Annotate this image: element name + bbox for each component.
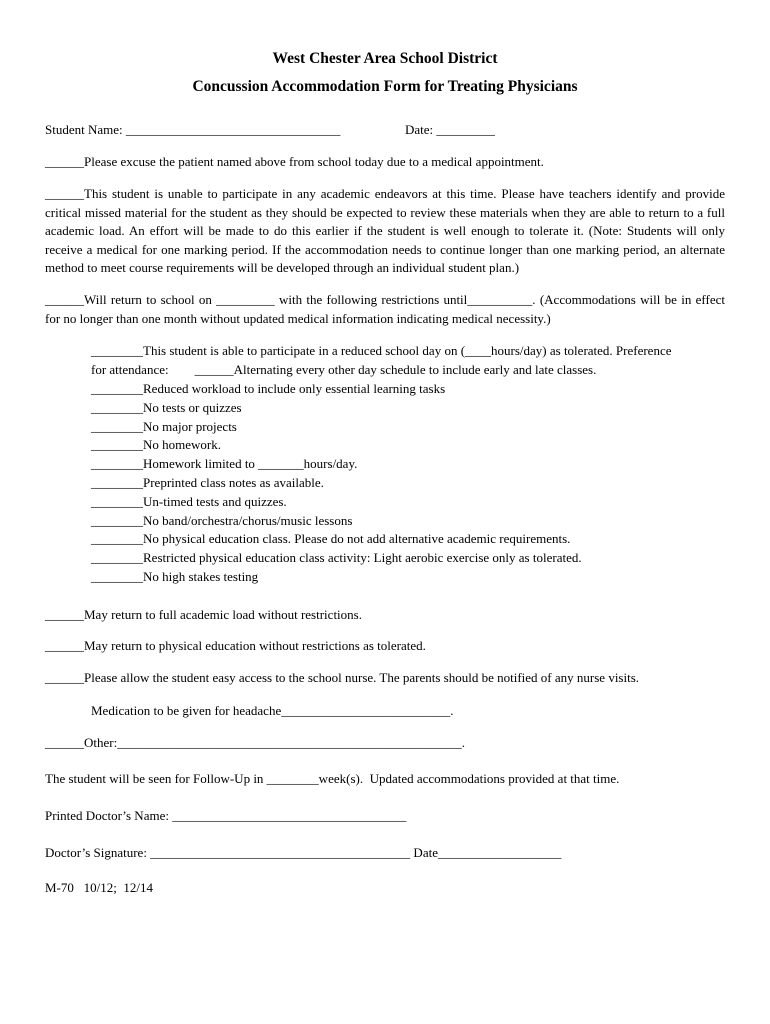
- restriction-item[interactable]: ________No homework.: [91, 437, 221, 452]
- form-code: M-70 10/12; 12/14: [45, 880, 153, 895]
- printed-doctor-name-field[interactable]: Printed Doctor’s Name: ____________________________________: [45, 808, 407, 823]
- restriction-item[interactable]: ________Restricted physical education class activity: Light aerobic exercise only as tolerated.: [91, 550, 582, 565]
- restriction-item[interactable]: ________Reduced workload to include only essential learning tasks: [91, 381, 446, 396]
- doctor-signature-field[interactable]: Doctor’s Signature: ________________________________________ Date___________________: [45, 845, 562, 860]
- nurse-access[interactable]: ______Please allow the student easy access to the school nurse. The parents should be notified of any nurse visits.: [45, 670, 640, 685]
- restriction-attendance-preference[interactable]: for attendance: ______Alternating every other day schedule to include early and late classes.: [91, 362, 597, 377]
- option-unable[interactable]: ______This student is unable to participate in any academic endeavors at this time. Please have teachers identify and provide critical missed material for the student as they should be expected to review these materials when they are able to return to a full academic load. An effort will be made to do this earlier if the student is well enough to tolerate it. (Note: Students will only receive a medical for one marking period. If the accommodation needs to continue longer than one marking period, an alternate method to meet course requirements will be developed through an individual student plan.): [45, 186, 725, 275]
- restriction-reduced-day[interactable]: ________This student is able to participate in a reduced school day on (____hours/day) as tolerated. Preference: [91, 343, 672, 358]
- medication-field[interactable]: Medication to be given for headache__________________________.: [91, 703, 454, 718]
- restriction-item[interactable]: ________No high stakes testing: [91, 569, 259, 584]
- restriction-item[interactable]: ________No tests or quizzes: [91, 400, 242, 415]
- date-field[interactable]: Date: _________: [405, 122, 495, 137]
- option-excuse[interactable]: ______Please excuse the patient named above from school today due to a medical appointment.: [45, 154, 544, 169]
- other-field[interactable]: ______Other:_____________________________________________________.: [45, 735, 465, 750]
- district-title: West Chester Area School District: [272, 50, 498, 67]
- followup-field[interactable]: The student will be seen for Follow-Up in ________week(s). Updated accommodations provided at that time.: [45, 771, 620, 786]
- student-name-field[interactable]: Student Name: _________________________________: [45, 122, 341, 137]
- return-academic[interactable]: ______May return to full academic load without restrictions.: [45, 607, 362, 622]
- restriction-item[interactable]: ________Homework limited to _______hours/day.: [91, 456, 358, 471]
- restriction-item[interactable]: ________No major projects: [91, 419, 237, 434]
- option-will-return[interactable]: ______Will return to school on _________ with the following restrictions until__________. (Accommodations will be in effect for no longer than one month without updated medical information indicating medical necessity.): [45, 292, 725, 326]
- restriction-item[interactable]: ________Preprinted class notes as available.: [91, 475, 324, 490]
- restriction-item[interactable]: ________No physical education class. Please do not add alternative academic requirements.: [91, 531, 571, 546]
- restriction-item[interactable]: ________No band/orchestra/chorus/music lessons: [91, 513, 353, 528]
- return-physical-education[interactable]: ______May return to physical education without restrictions as tolerated.: [45, 638, 426, 653]
- restriction-item[interactable]: ________Un-timed tests and quizzes.: [91, 494, 287, 509]
- form-title: Concussion Accommodation Form for Treating Physicians: [192, 78, 578, 95]
